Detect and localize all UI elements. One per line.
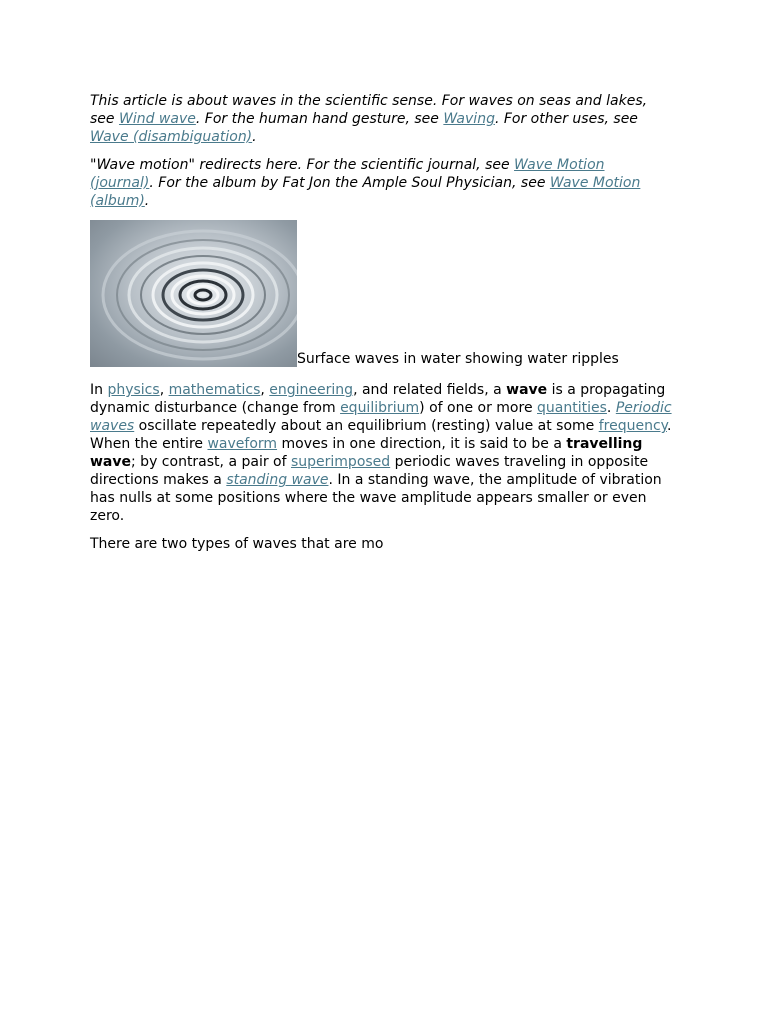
link-waveform[interactable]: waveform [207,436,278,452]
link-superimposed[interactable]: superimposed [290,454,391,470]
text: In [90,382,108,398]
link-standing-wave[interactable]: standing wave [226,472,329,488]
hatnote-text: "Wave motion" redirects here. For the scientific journal, see [90,157,515,173]
hatnote-text: . [252,129,257,145]
link-frequency[interactable]: frequency [598,418,667,434]
text: ; by contrast, a pair of [131,454,291,470]
text: . [606,400,616,416]
types-paragraph [90,535,672,553]
link-physics[interactable]: physics [107,382,160,398]
link-wave-motion-album[interactable]: Wave Motion (album) [90,175,641,209]
hatnote-text: . For other uses, see [494,111,638,127]
text: , [159,382,169,398]
link-equilibrium[interactable]: equilibrium [340,400,420,416]
link-periodic-waves[interactable]: Periodic waves [90,400,672,434]
term-wave: wave [506,382,548,398]
text: oscillate repeatedly about an equilibrium (resting) value at some [134,418,599,434]
hatnote-text: . For the human hand gesture, see [195,111,444,127]
link-wave-motion-journal[interactable]: Wave Motion (journal) [90,157,605,191]
text: ) of one or more [419,400,538,416]
hatnote-text: This article is about waves in the scientific sense. For waves on seas and lakes, see [90,93,648,127]
link-wind-wave[interactable]: Wind wave [118,111,196,127]
figure-caption: Surface waves in water showing water ripples [297,351,619,367]
water-ripples-image[interactable] [90,220,297,367]
text: , and related fields, a [353,382,507,398]
hatnote-text: . [144,193,150,209]
hatnote-redirect [90,156,672,210]
text: moves in one direction, it is said to be a [277,436,567,452]
text: There are two types of waves that are mo [90,536,384,552]
article-content [90,92,672,563]
text: . In a standing wave, the amplitude of vibration has nulls at some positions where the wave amplitude appears smaller or even zero. [90,472,662,524]
link-quantities[interactable]: quantities [537,400,607,416]
link-engineering[interactable]: engineering [269,382,354,398]
hatnote-disambiguation [90,92,672,146]
link-wave-disambiguation[interactable]: Wave (disambiguation) [90,129,253,145]
term-travelling-wave: travelling wave [90,436,643,470]
hatnote-text: . For the album by Fat Jon the Ample Soul Physician, see [149,175,550,191]
link-waving[interactable]: Waving [443,111,495,127]
figure [90,220,672,367]
text: is a propagating dynamic disturbance (change from [90,382,666,416]
ripples-graphic [90,220,297,367]
text: , [260,382,270,398]
text: periodic waves traveling in opposite directions makes a [90,454,649,488]
link-mathematics[interactable]: mathematics [168,382,261,398]
text: . When the entire [90,418,672,452]
intro-paragraph [90,381,672,525]
